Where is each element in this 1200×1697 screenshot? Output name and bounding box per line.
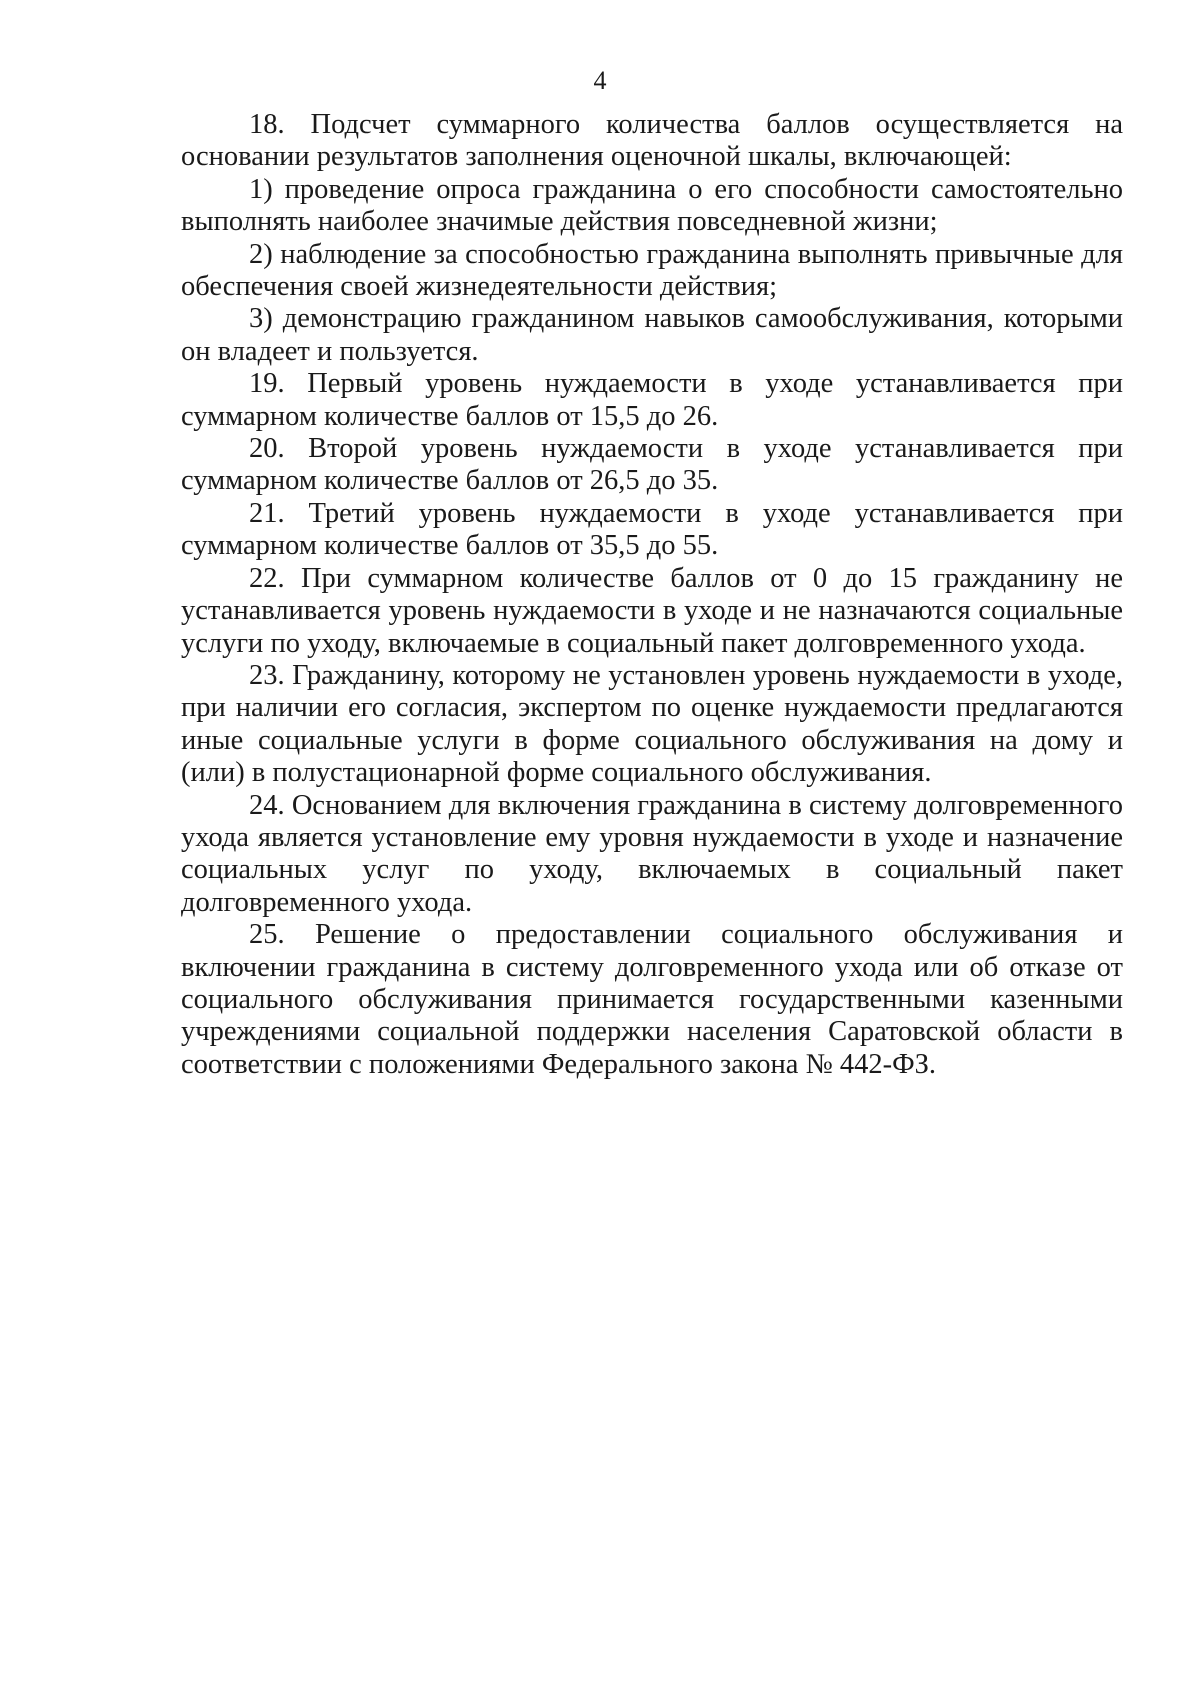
paragraph-24: 24. Основанием для включения гражданина в систему долговременного ухода является установление ему уровня нуждаемости в уходе и назначение социальных услуг по уходу, включаемых в социальный пакет долговременного ухода. xyxy=(181,789,1123,918)
paragraph-20: 20. Второй уровень нуждаемости в уходе устанавливается при суммарном количестве баллов от 26,5 до 35. xyxy=(181,433,1123,497)
page-number: 4 xyxy=(593,66,607,95)
paragraph-21: 21. Третий уровень нуждаемости в уходе устанавливается при суммарном количестве баллов от 35,5 до 55. xyxy=(181,497,1123,562)
list-item-1: 1) проведение опроса гражданина о его способности самостоятельно выполнять наиболее значимые действия повседневной жизни; xyxy=(181,173,1123,238)
paragraph-23: 23. Гражданину, которому не установлен уровень нуждаемости в уходе, при наличии его согласия, экспертом по оценке нуждаемости предлагаются иные социальные услуги в форме социального обслуживания на дому и (или) в полустационарной форме социального обслуживания. xyxy=(181,659,1123,789)
list-item-3: 3) демонстрацию гражданином навыков самообслуживания, которыми он владеет и пользуется. xyxy=(181,303,1123,367)
paragraph-19: 19. Первый уровень нуждаемости в уходе устанавливается при суммарном количестве баллов от 15,5 до 26. xyxy=(181,368,1123,432)
paragraph-18: 18. Подсчет суммарного количества баллов осуществляется на основании результатов заполнения оценочной шкалы, включающей: xyxy=(181,109,1123,173)
paragraph-22: 22. При суммарном количестве баллов от 0 до 15 гражданину не устанавливается уровень нуждаемости в уходе и не назначаются социальные услуги по уходу, включаемые в социальный пакет долговременного ухода. xyxy=(181,562,1123,659)
document-body xyxy=(181,109,1123,1081)
paragraph-25: 25. Решение о предоставлении социального обслуживания и включении гражданина в систему долговременного ухода или об отказе от социального обслуживания принимается государственными казенными учреждениями социальной поддержки населения Саратовской области в соответствии с положениями Федерального закона № 442-ФЗ. xyxy=(181,919,1123,1080)
list-item-2: 2) наблюдение за способностью гражданина выполнять привычные для обеспечения своей жизнедеятельности действия; xyxy=(181,238,1123,303)
